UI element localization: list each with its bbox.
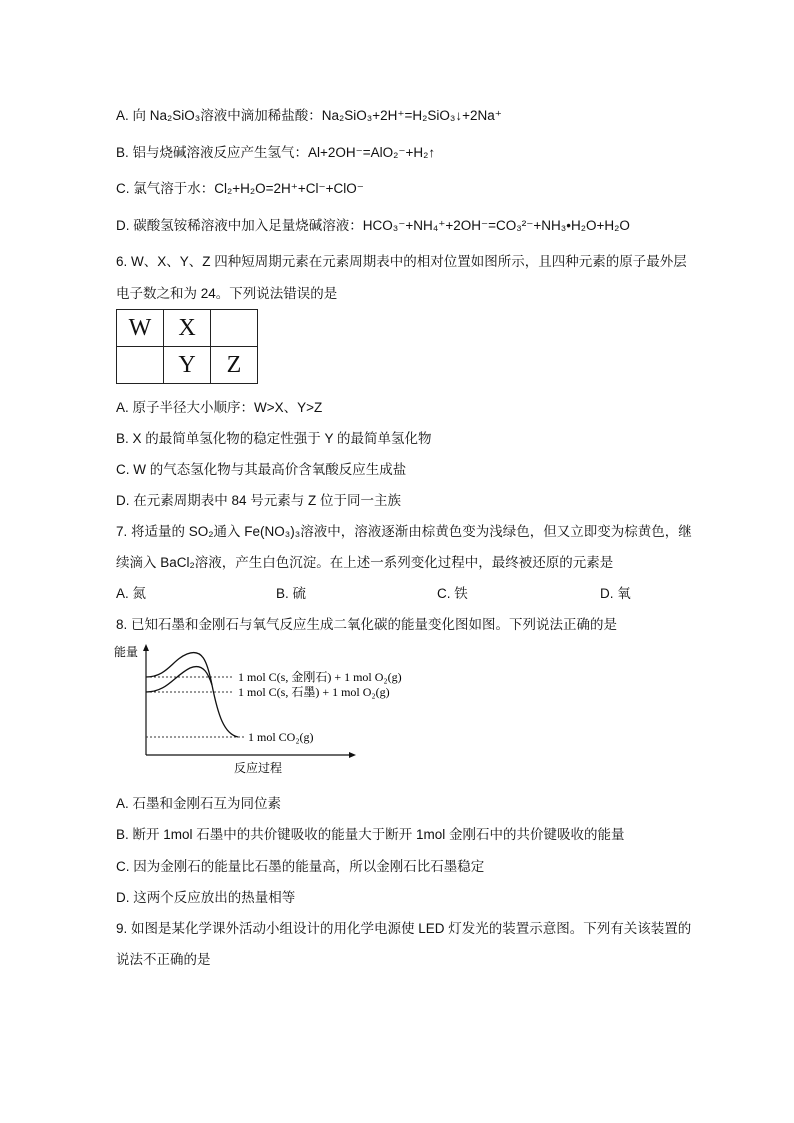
q7-option-a: A. 氮 [116,586,147,601]
curve-graphite [146,667,212,692]
q5-option-c: C. 氯气溶于水：Cl₂+H₂O=2H⁺+Cl⁻+ClO⁻ [116,181,364,196]
q6-option-b: B. X 的最简单氢化物的稳定性强于 Y 的最简单氢化物 [116,431,432,446]
q6-option-c: C. W 的气态氢化物与其最高价含氧酸反应生成盐 [116,462,407,477]
curve-diamond [146,652,238,737]
q7-option-d: D. 氧 [600,586,631,601]
q7-stem-line1: 7. 将适量的 SO₂通入 Fe(NO₃)₃溶液中，溶液逐渐由棕黄色变为浅绿色，但又立即变为棕黄色，继 [116,524,692,539]
q5-option-a: A. 向 Na₂SiO₃溶液中滴加稀盐酸：Na₂SiO₃+2H⁺=H₂SiO₃↓+2Na⁺ [116,108,502,123]
table-cell [117,347,164,384]
table-cell [211,310,258,347]
label-graphite: 1 mol C(s, 石墨) + 1 mol O₂(g) [238,685,390,699]
q8-option-d: D. 这两个反应放出的热量相等 [116,890,296,905]
q7-option-b: B. 硫 [276,586,307,601]
table-cell: W [117,310,164,347]
x-axis-arrow [349,752,356,758]
y-axis-label: 能量 [114,645,139,659]
table-cell: X [164,310,211,347]
q9-stem-line2: 说法不正确的是 [116,952,211,967]
q7-stem-line2: 续滴入 BaCl₂溶液，产生白色沉淀。在上述一系列变化过程中，最终被还原的元素是 [116,555,614,570]
table-cell: Z [211,347,258,384]
label-co2: 1 mol CO₂(g) [248,730,314,744]
q7-option-c: C. 铁 [437,586,468,601]
q6-stem-line1: 6. W、X、Y、Z 四种短周期元素在元素周期表中的相对位置如图所示，且四种元素的原子最外层 [116,254,687,269]
periodic-table-fragment [116,309,258,384]
q5-option-d: D. 碳酸氢铵稀溶液中加入足量烧碱溶液：HCO₃⁻+NH₄⁺+2OH⁻=CO₃²⁻+NH₃•H₂O+H₂O [116,218,630,233]
q8-option-c: C. 因为金刚石的能量比石墨的能量高，所以金刚石比石墨稳定 [116,859,485,874]
q6-stem-line2: 电子数之和为 24。下列说法错误的是 [116,286,338,301]
label-diamond: 1 mol C(s, 金刚石) + 1 mol O₂(g) [238,670,402,684]
q8-option-a: A. 石墨和金刚石互为同位素 [116,796,282,811]
table-cell: Y [164,347,211,384]
q6-option-a: A. 原子半径大小顺序：W>X、Y>Z [116,400,323,415]
x-axis-label: 反应过程 [234,761,283,775]
q8-stem: 8. 已知石墨和金刚石与氧气反应生成二氧化碳的能量变化图如图。下列说法正确的是 [116,617,618,632]
q5-option-b: B. 铝与烧碱溶液反应产生氢气：Al+2OH⁻=AlO₂⁻+H₂↑ [116,145,436,160]
energy-diagram [112,640,422,775]
y-axis-arrow [143,644,149,651]
q8-option-b: B. 断开 1mol 石墨中的共价键吸收的能量大于断开 1mol 金刚石中的共价键吸收的能量 [116,827,625,842]
q6-option-d: D. 在元素周期表中 84 号元素与 Z 位于同一主族 [116,493,402,508]
q9-stem-line1: 9. 如图是某化学课外活动小组设计的用化学电源使 LED 灯发光的装置示意图。下列有关该装置的 [116,921,692,936]
